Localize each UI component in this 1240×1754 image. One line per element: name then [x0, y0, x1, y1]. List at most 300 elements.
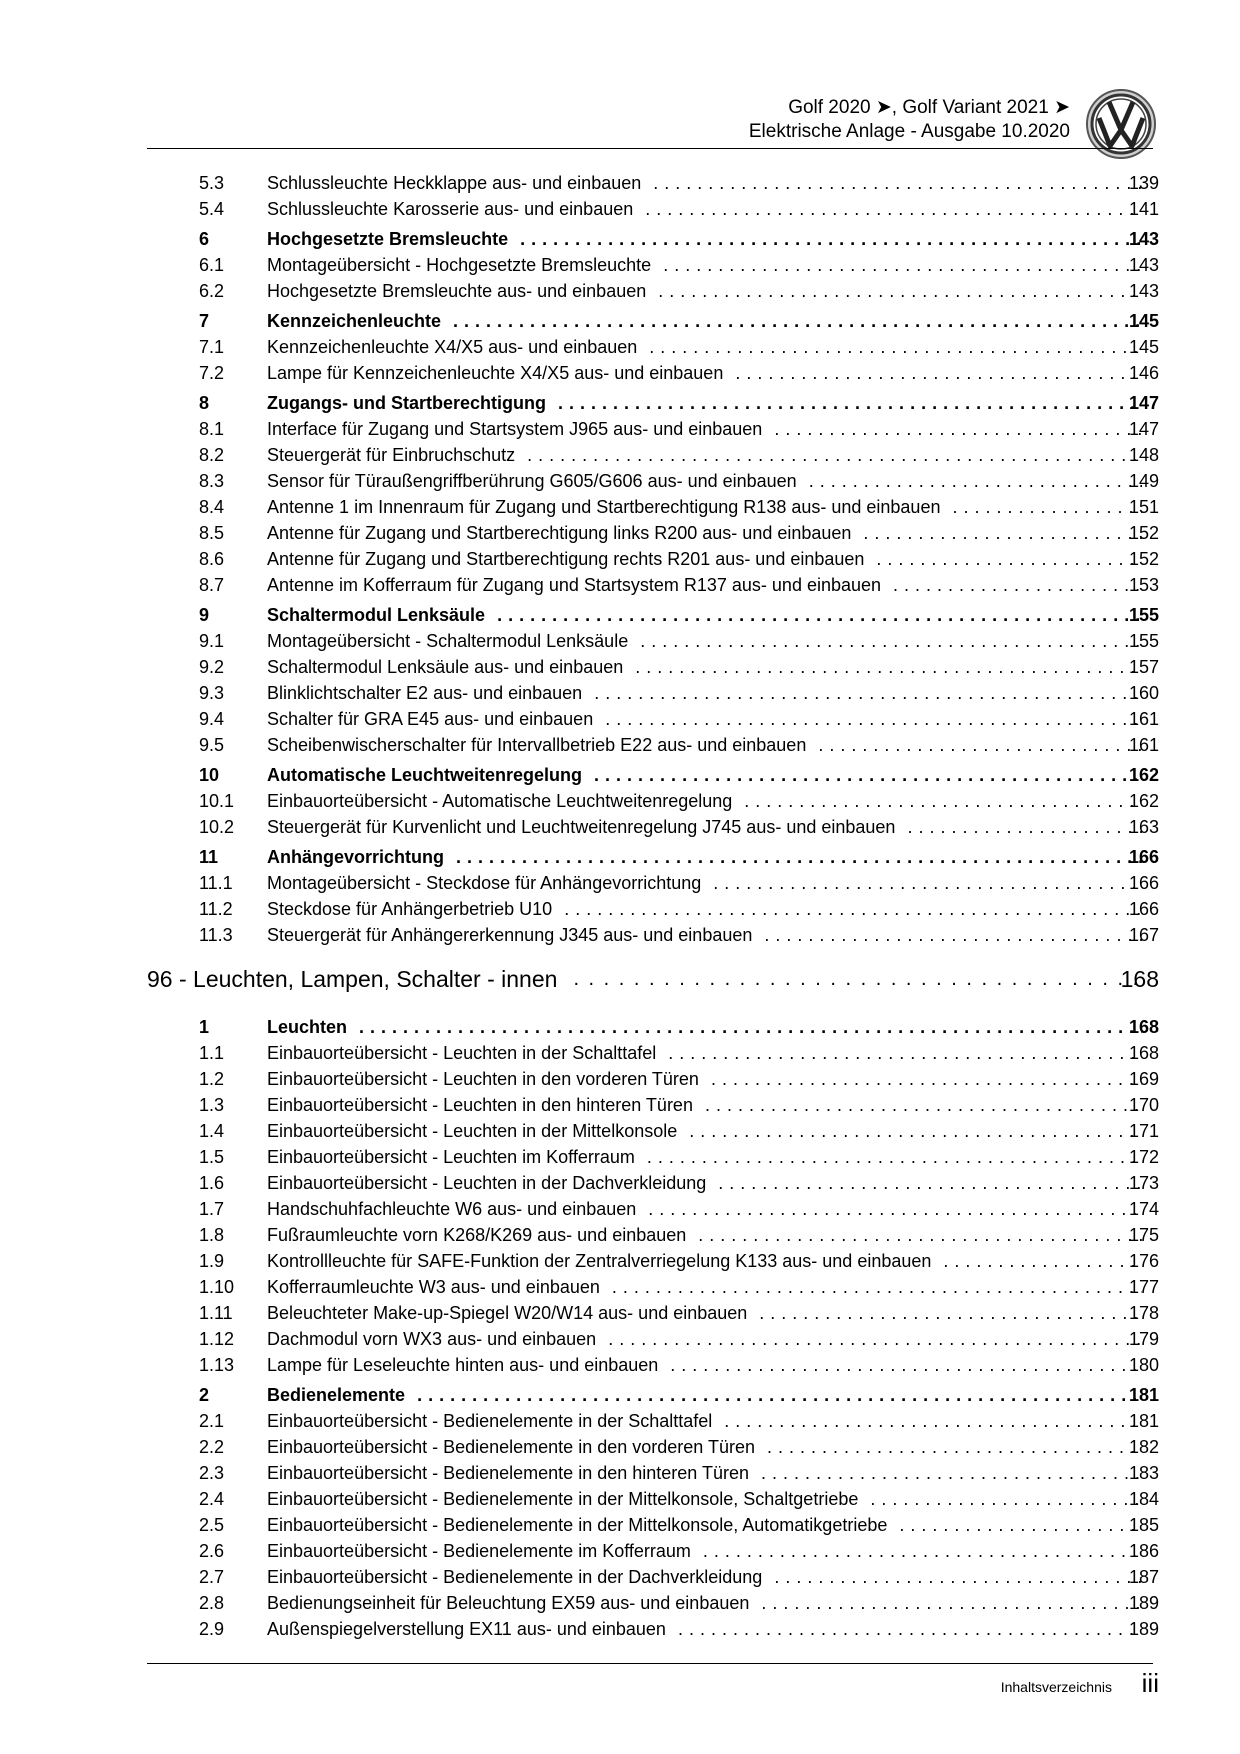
toc-entry-title-line [267, 1040, 1142, 1066]
toc-entry-page: 143 [1128, 255, 1159, 275]
toc-entry-title: Lampe für Leseleuchte hinten aus- und einbauen [267, 1355, 659, 1375]
toc-entry-page: 171 [1128, 1121, 1159, 1141]
toc-entry-number: 7 [199, 311, 210, 331]
toc-entry-number: 7.1 [199, 337, 225, 357]
leader-dots [653, 170, 1142, 196]
leader-dots [689, 1118, 1142, 1144]
toc-entry-number: 1.6 [199, 1173, 225, 1193]
leader-dots [809, 468, 1142, 494]
toc-entry-page: 189 [1128, 1619, 1159, 1639]
toc-entry-page: 189 [1128, 1593, 1159, 1613]
toc-entry[interactable] [0, 1590, 1240, 1616]
toc-entry-title: Einbauorteübersicht - Leuchten in der Schalttafel [267, 1043, 657, 1063]
toc-entry-title-line [267, 628, 1142, 654]
toc-entry[interactable] [0, 1326, 1240, 1352]
toc-entry-page: 174 [1128, 1199, 1159, 1219]
leader-dots [774, 1564, 1142, 1590]
toc-entry-page: 145 [1128, 311, 1159, 331]
toc-entry-title: Einbauorteübersicht - Leuchten in der Mittelkonsole [267, 1121, 678, 1141]
toc-entry[interactable] [0, 1222, 1240, 1248]
toc-entry-title-line [267, 390, 1142, 416]
toc-entry-page: 157 [1128, 657, 1159, 677]
toc-entry-page: 141 [1128, 199, 1159, 219]
toc-entry-title-line [267, 1170, 1142, 1196]
toc-section[interactable] [0, 762, 1240, 788]
toc-entry-title-line [267, 1144, 1142, 1170]
toc-entry-title: Einbauorteübersicht - Bedienelemente in den hinteren Türen [267, 1463, 749, 1483]
toc-entry-number: 2.4 [199, 1489, 225, 1509]
toc-entry-page: 183 [1128, 1463, 1159, 1483]
toc-section[interactable] [0, 844, 1240, 870]
toc-entry-page: 169 [1128, 1069, 1159, 1089]
toc-entry[interactable] [0, 1486, 1240, 1512]
toc-entry-number: 2.1 [199, 1411, 225, 1431]
toc-entry-title-line [267, 1274, 1142, 1300]
toc-entry-number: 8.4 [199, 497, 225, 517]
leader-dots [767, 1434, 1142, 1460]
toc-entry-page: 168 [1128, 1017, 1159, 1037]
toc-section[interactable] [0, 226, 1240, 252]
toc-entry-title: Einbauorteübersicht - Leuchten im Kofferraum [267, 1147, 635, 1167]
toc-entry[interactable] [0, 572, 1240, 598]
toc-entry[interactable] [0, 1040, 1240, 1066]
toc-entry-page: 172 [1128, 1147, 1159, 1167]
toc-section[interactable] [0, 1014, 1240, 1040]
toc-entry-number: 9.3 [199, 683, 225, 703]
leader-dots [359, 1014, 1142, 1040]
toc-entry-page: 180 [1128, 1355, 1159, 1375]
toc-entry-title: Zugangs- und Startberechtigung [267, 393, 546, 413]
toc-entry-title-line [267, 170, 1142, 196]
toc-entry-page: 155 [1128, 631, 1159, 651]
toc-entry-title-line [267, 1382, 1142, 1408]
toc-entry-number: 1.4 [199, 1121, 225, 1141]
toc-entry-number: 2.3 [199, 1463, 225, 1483]
toc-entry-title-line [267, 1352, 1142, 1378]
toc-entry[interactable] [0, 1434, 1240, 1460]
toc-entry-number: 11.2 [199, 899, 233, 919]
toc-entry-title: Interface für Zugang und Startsystem J965 aus- und einbauen [267, 419, 763, 439]
toc-entry-page: 179 [1128, 1329, 1159, 1349]
toc-entry-page: 151 [1128, 497, 1159, 517]
toc-entry[interactable] [0, 494, 1240, 520]
leader-dots [718, 1170, 1142, 1196]
toc-entry-title: Einbauorteübersicht - Bedienelemente im Kofferraum [267, 1541, 691, 1561]
leader-dots [417, 1382, 1142, 1408]
toc-entry-title: Bedienelemente [267, 1385, 406, 1405]
leader-dots [724, 1408, 1142, 1434]
footer-rule [147, 1663, 1153, 1664]
toc-entry-number: 1.9 [199, 1251, 225, 1271]
toc-entry-title: Schalter für GRA E45 aus- und einbauen [267, 709, 594, 729]
leader-dots [647, 1144, 1142, 1170]
toc-entry[interactable] [0, 1408, 1240, 1434]
toc-entry-title-line [267, 1248, 1142, 1274]
toc-entry-number: 1.11 [199, 1303, 233, 1323]
toc-entry-title-line [267, 1222, 1142, 1248]
toc-entry[interactable] [0, 334, 1240, 360]
toc-entry-title-line [267, 788, 1142, 814]
toc-entry[interactable] [0, 416, 1240, 442]
toc-entry[interactable] [0, 442, 1240, 468]
toc-entry-page: 149 [1128, 471, 1159, 491]
toc-entry-page: 177 [1128, 1277, 1159, 1297]
toc-entry-page: 145 [1128, 337, 1159, 357]
toc-section[interactable] [0, 390, 1240, 416]
leader-dots [663, 252, 1142, 278]
toc-entry[interactable] [0, 1352, 1240, 1378]
toc-entry[interactable] [0, 814, 1240, 840]
toc-entry-page: 161 [1128, 735, 1159, 755]
toc-section[interactable] [0, 308, 1240, 334]
toc-entry-title: Einbauorteübersicht - Leuchten in den hinteren Türen [267, 1095, 693, 1115]
toc-entry-number: 8.6 [199, 549, 225, 569]
toc-entry-title-line [267, 1616, 1142, 1642]
toc-entry-number: 8.3 [199, 471, 225, 491]
leader-dots [608, 1326, 1142, 1352]
toc-entry[interactable] [0, 1564, 1240, 1590]
toc-entry-number: 11 [199, 847, 219, 867]
toc-entry[interactable] [0, 706, 1240, 732]
toc-entry-page: 139 [1128, 173, 1159, 193]
toc-entry-title-line [267, 520, 1142, 546]
toc-entry-title-line [267, 1092, 1142, 1118]
toc-entry-number: 1.13 [199, 1355, 235, 1375]
leader-dots [678, 1616, 1142, 1642]
toc-entry-title-line [267, 278, 1142, 304]
toc-entry-title: Kennzeichenleuchte X4/X5 aus- und einbauen [267, 337, 638, 357]
toc-entry-title: Einbauorteübersicht - Bedienelemente in der Schalttafel [267, 1411, 713, 1431]
toc-entry-title: Einbauorteübersicht - Bedienelemente in den vorderen Türen [267, 1437, 755, 1457]
toc-entry-page: 168 [1128, 1043, 1159, 1063]
leader-dots [705, 1092, 1142, 1118]
toc-entry-title: Anhängevorrichtung [267, 847, 445, 867]
toc-entry-number: 2.5 [199, 1515, 225, 1535]
toc-entry-page: 178 [1128, 1303, 1159, 1323]
toc-entry-number: 2.9 [199, 1619, 225, 1639]
toc-entry-title: Steuergerät für Anhängererkennung J345 aus- und einbauen [267, 925, 753, 945]
toc-entry[interactable] [0, 468, 1240, 494]
toc-entry-number: 10.2 [199, 817, 235, 837]
toc-entry-title-line [267, 442, 1142, 468]
toc-entry-title: Dachmodul vorn WX3 aus- und einbauen [267, 1329, 597, 1349]
toc-entry-number: 8.2 [199, 445, 225, 465]
toc-entry-title: Steuergerät für Kurvenlicht und Leuchtweitenregelung J745 aus- und einbauen [267, 817, 896, 837]
footer-section-label: Inhaltsverzeichnis [1000, 1679, 1112, 1695]
toc-entry-number: 2.6 [199, 1541, 225, 1561]
toc-entry-title-line [267, 1538, 1142, 1564]
leader-dots [761, 1590, 1142, 1616]
toc-entry-page: 163 [1128, 817, 1159, 837]
toc-entry-title-line [267, 1434, 1142, 1460]
toc-entry-title-line [267, 1460, 1142, 1486]
toc-entry[interactable] [0, 628, 1240, 654]
toc-entry[interactable] [0, 1092, 1240, 1118]
toc-entry-title-line [147, 962, 1142, 996]
toc-entry-title: Steckdose für Anhängerbetrieb U10 [267, 899, 553, 919]
toc-entry-number: 1.7 [199, 1199, 225, 1219]
toc-entry[interactable] [0, 546, 1240, 572]
toc-entry-page: 166 [1128, 899, 1159, 919]
toc-entry-title-line [267, 1564, 1142, 1590]
toc-entry-page: 187 [1128, 1567, 1159, 1587]
toc-entry-page: 168 [1120, 966, 1159, 992]
toc-entry-number: 1.5 [199, 1147, 225, 1167]
leader-dots [774, 416, 1142, 442]
toc-entry[interactable] [0, 1274, 1240, 1300]
toc-entry-page: 147 [1128, 393, 1159, 413]
toc-entry-title: Kennzeichenleuchte [267, 311, 442, 331]
toc-entry-page: 155 [1128, 605, 1159, 625]
toc-entry-number: 2.8 [199, 1593, 225, 1613]
toc-entry-title: Automatische Leuchtweitenregelung [267, 765, 583, 785]
toc-entry-number: 8 [199, 393, 210, 413]
toc-entry-title-line [267, 308, 1142, 334]
leader-dots [711, 1066, 1142, 1092]
toc-entry-number: 10.1 [199, 791, 235, 811]
toc-entry-number: 8.7 [199, 575, 225, 595]
toc-entry-page: 143 [1128, 229, 1159, 249]
toc-entry-page: 162 [1128, 791, 1159, 811]
toc-entry-title-line [267, 762, 1142, 788]
toc-entry-title-line [267, 334, 1142, 360]
toc-entry[interactable] [0, 1248, 1240, 1274]
toc-entry-page: 175 [1128, 1225, 1159, 1245]
toc-entry-title-line [267, 1066, 1142, 1092]
toc-entry-number: 1.12 [199, 1329, 235, 1349]
toc-entry-title: Sensor für Türaußengriffberührung G605/G606 aus- und einbauen [267, 471, 797, 491]
toc-entry-number: 1.10 [199, 1277, 235, 1297]
toc-entry[interactable] [0, 922, 1240, 948]
toc-entry-title-line [267, 1408, 1142, 1434]
toc-entry-page: 181 [1128, 1385, 1159, 1405]
toc-entry-title: Montageübersicht - Steckdose für Anhängevorrichtung [267, 873, 702, 893]
toc-entry-title: Beleuchteter Make-up-Spiegel W20/W14 aus- und einbauen [267, 1303, 748, 1323]
leader-dots [759, 1300, 1142, 1326]
toc-entry-title: Handschuhfachleuchte W6 aus- und einbauen [267, 1199, 637, 1219]
toc-entry-page: 181 [1128, 1411, 1159, 1431]
toc-entry-page: 184 [1128, 1489, 1159, 1509]
toc-entry-page: 173 [1128, 1173, 1159, 1193]
toc-entry-title-line [267, 416, 1142, 442]
toc-entry-title: Antenne für Zugang und Startberechtigung rechts R201 aus- und einbauen [267, 549, 865, 569]
toc-entry-title: Einbauorteübersicht - Leuchten in den vorderen Türen [267, 1069, 699, 1089]
toc-entry-number: 5.4 [199, 199, 225, 219]
toc-entry-title: Einbauorteübersicht - Automatische Leuchtweitenregelung [267, 791, 733, 811]
toc-entry-title: Montageübersicht - Schaltermodul Lenksäule [267, 631, 629, 651]
toc-entry-title-line [267, 1590, 1142, 1616]
leader-dots [640, 628, 1142, 654]
toc-entry[interactable] [0, 1300, 1240, 1326]
toc-entry-number: 1.1 [199, 1043, 225, 1063]
toc-entry-title: Schlussleuchte Karosserie aus- und einbauen [267, 199, 634, 219]
toc-entry[interactable] [0, 170, 1240, 196]
toc-entry[interactable] [0, 196, 1240, 222]
toc-entry-title: Schaltermodul Lenksäule aus- und einbauen [267, 657, 624, 677]
toc-entry-page: 182 [1128, 1437, 1159, 1457]
toc-entry-page: 160 [1128, 683, 1159, 703]
toc-entry-page: 147 [1128, 419, 1159, 439]
toc-entry[interactable] [0, 1512, 1240, 1538]
toc-entry-title-line [267, 226, 1142, 252]
leader-dots [558, 390, 1142, 416]
leader-dots [453, 308, 1142, 334]
toc-entry-title: Antenne 1 im Innenraum für Zugang und Startberechtigung R138 aus- und einbauen [267, 497, 941, 517]
toc-entry-title-line [267, 896, 1142, 922]
toc-entry[interactable] [0, 1170, 1240, 1196]
toc-entry[interactable] [0, 680, 1240, 706]
footer-page-number: iii [1141, 1668, 1159, 1698]
toc-entry-number: 2.7 [199, 1567, 225, 1587]
toc-entry-page: 185 [1128, 1515, 1159, 1535]
toc-entry-title-line [267, 870, 1142, 896]
leader-dots [818, 732, 1142, 758]
toc-chapter[interactable] [0, 962, 1240, 996]
toc-entry-number: 1 [199, 1017, 210, 1037]
toc-entry-title-line [267, 546, 1142, 572]
toc-entry[interactable] [0, 1616, 1240, 1642]
toc-entry-title: Lampe für Kennzeichenleuchte X4/X5 aus- und einbauen [267, 363, 724, 383]
toc-entry[interactable] [0, 1538, 1240, 1564]
toc-entry-title: Hochgesetzte Bremsleuchte [267, 229, 509, 249]
toc-entry-number: 6.1 [199, 255, 225, 275]
toc-entry-title: Scheibenwischerschalter für Intervallbetrieb E22 aus- und einbauen [267, 735, 807, 755]
toc-entry-page: 176 [1128, 1251, 1159, 1271]
toc-entry-title-line [267, 814, 1142, 840]
toc-entry-title-line [267, 1326, 1142, 1352]
leader-dots [594, 680, 1142, 706]
toc-entry-number: 6 [199, 229, 210, 249]
toc-entry-page: 148 [1128, 445, 1159, 465]
toc-entry-title: Einbauorteübersicht - Bedienelemente in der Dachverkleidung [267, 1567, 763, 1587]
toc-entry[interactable] [0, 788, 1240, 814]
toc-entry-title-line [267, 706, 1142, 732]
toc-entry-page: 143 [1128, 281, 1159, 301]
toc-entry-number: 5.3 [199, 173, 225, 193]
leader-dots [594, 762, 1142, 788]
toc-entry-title-line [267, 572, 1142, 598]
toc-entry-page: 166 [1128, 847, 1159, 867]
leader-dots [645, 196, 1142, 222]
toc-entry-number: 11.1 [199, 873, 233, 893]
leader-dots [497, 602, 1142, 628]
toc-entry[interactable] [0, 732, 1240, 758]
toc-entry-title: Antenne für Zugang und Startberechtigung links R200 aus- und einbauen [267, 523, 852, 543]
toc-entry[interactable] [0, 1144, 1240, 1170]
toc-entry-title: Steuergerät für Einbruchschutz [267, 445, 516, 465]
toc-entry-title-line [267, 494, 1142, 520]
toc-entry[interactable] [0, 1066, 1240, 1092]
toc-entry[interactable] [0, 360, 1240, 386]
toc-entry-title: Blinklichtschalter E2 aus- und einbauen [267, 683, 583, 703]
toc-entry-title: 96 - Leuchten, Lampen, Schalter - innen [147, 966, 558, 992]
toc-section[interactable] [0, 1382, 1240, 1408]
leader-dots [635, 654, 1142, 680]
toc-entry-title-line [267, 1512, 1142, 1538]
toc-entry-page: 186 [1128, 1541, 1159, 1561]
toc-section[interactable] [0, 602, 1240, 628]
leader-dots [564, 896, 1142, 922]
leader-dots [658, 278, 1142, 304]
toc-entry-number: 11.3 [199, 925, 233, 945]
leader-dots [761, 1460, 1142, 1486]
toc-entry-title-line [267, 732, 1142, 758]
toc-entry-title: Bedienungseinheit für Beleuchtung EX59 aus- und einbauen [267, 1593, 750, 1613]
header-rule [147, 148, 1153, 149]
leader-dots [703, 1538, 1142, 1564]
toc-entry-title-line [267, 654, 1142, 680]
toc-entry-title-line [267, 922, 1142, 948]
vw-logo-icon [1085, 88, 1157, 160]
toc-entry-title-line [267, 680, 1142, 706]
toc-entry-number: 1.2 [199, 1069, 225, 1089]
toc-entry-title: Antenne im Kofferraum für Zugang und Startsystem R137 aus- und einbauen [267, 575, 882, 595]
leader-dots [612, 1274, 1142, 1300]
leader-dots [698, 1222, 1142, 1248]
toc-entry[interactable] [0, 1196, 1240, 1222]
toc-entry-page: 170 [1128, 1095, 1159, 1115]
toc-entry-number: 8.5 [199, 523, 225, 543]
toc-entry-title: Kontrollleuchte für SAFE-Funktion der Zentralverriegelung K133 aus- und einbauen [267, 1251, 932, 1271]
toc-entry-title: Schaltermodul Lenksäule [267, 605, 486, 625]
leader-dots [713, 870, 1142, 896]
toc-entry-title: Einbauorteübersicht - Bedienelemente in der Mittelkonsole, Automatikgetriebe [267, 1515, 888, 1535]
toc-entry[interactable] [0, 1118, 1240, 1144]
toc-entry[interactable] [0, 870, 1240, 896]
leader-dots [520, 226, 1142, 252]
toc-entry-number: 7.2 [199, 363, 225, 383]
toc-entry-number: 9.4 [199, 709, 225, 729]
toc-entry-title-line [267, 1486, 1142, 1512]
toc-entry-number: 9.5 [199, 735, 225, 755]
toc-entry-title-line [267, 844, 1142, 870]
leader-dots [573, 962, 1142, 996]
toc-entry[interactable] [0, 520, 1240, 546]
toc-entry[interactable] [0, 896, 1240, 922]
toc-entry-number: 2.2 [199, 1437, 225, 1457]
toc-entry-number: 9.2 [199, 657, 225, 677]
leader-dots [648, 1196, 1142, 1222]
toc-entry-title: Einbauorteübersicht - Bedienelemente in der Mittelkonsole, Schaltgetriebe [267, 1489, 859, 1509]
toc-entry[interactable] [0, 654, 1240, 680]
header-model-line: Golf 2020 ➤, Golf Variant 2021 ➤ [788, 97, 1070, 118]
leader-dots [605, 706, 1142, 732]
toc-entry[interactable] [0, 1460, 1240, 1486]
leader-dots [735, 360, 1142, 386]
toc-entry-title: Fußraumleuchte vorn K268/K269 aus- und einbauen [267, 1225, 687, 1245]
leader-dots [744, 788, 1142, 814]
toc-entry-number: 9 [199, 605, 210, 625]
leader-dots [527, 442, 1142, 468]
toc-entry-number: 8.1 [199, 419, 225, 439]
toc-entry-title: Einbauorteübersicht - Leuchten in der Dachverkleidung [267, 1173, 707, 1193]
toc-entry-title: Montageübersicht - Hochgesetzte Bremsleuchte [267, 255, 652, 275]
toc-entry[interactable] [0, 252, 1240, 278]
toc-entry-number: 10 [199, 765, 220, 785]
toc-entry-page: 153 [1128, 575, 1159, 595]
toc-entry-page: 152 [1128, 549, 1159, 569]
toc-entry[interactable] [0, 278, 1240, 304]
toc-entry-page: 167 [1128, 925, 1159, 945]
toc-entry-title: Schlussleuchte Heckklappe aus- und einbauen [267, 173, 642, 193]
toc-entry-title: Außenspiegelverstellung EX11 aus- und einbauen [267, 1619, 666, 1639]
leader-dots [670, 1352, 1142, 1378]
header-edition-line: Elektrische Anlage - Ausgabe 10.2020 [748, 121, 1070, 142]
toc-entry-page: 161 [1128, 709, 1159, 729]
leader-dots [649, 334, 1142, 360]
toc-entry-title-line [267, 1300, 1142, 1326]
toc-entry-title-line [267, 1196, 1142, 1222]
